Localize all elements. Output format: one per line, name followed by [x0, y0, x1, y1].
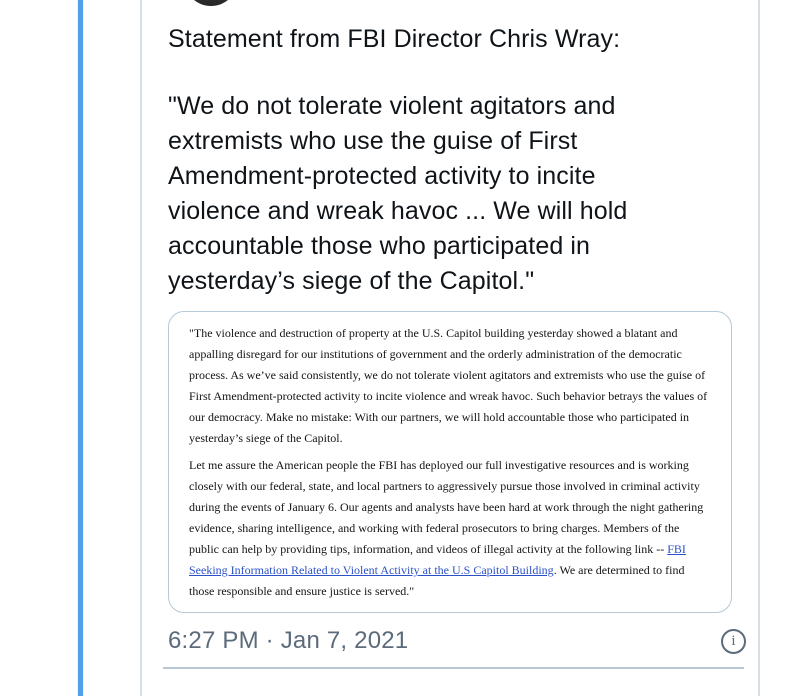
- fbi-tips-link[interactable]: FBI Seeking Information Related to Violent Activity at the U.S Capitol Building: [189, 542, 686, 577]
- tweet-column-right-border: [758, 0, 760, 696]
- tweet-text-quote: "We do not tolerate violent agitators and extremists who use the guise of First Amendment-protected activity to incite violence and wreak havoc ... We will hold accountable those who participated in yesterday’s siege of the Capitol.": [168, 92, 628, 295]
- statement-paragraph-2-tail: . We are determined to find those responsible and ensure justice is served.": [189, 563, 685, 598]
- tweet-meta-row: [168, 627, 746, 655]
- statement-paragraph-2-lead: Let me assure the American people the FBI has deployed our full investigative resources and is working closely with our federal, state, and local partners to aggressively pursue those involved in criminal activity during the events of January 6. Our agents and analysts have been hard at work through the night gathering evidence, sharing intelligence, and working with federal prosecutors to bring charges. Members of the public can help by providing tips, information, and videos of illegal activity at the following link --: [189, 458, 704, 556]
- tweet-body: [168, 0, 734, 669]
- info-icon[interactable]: i: [721, 629, 746, 654]
- statement-paragraph-2: [189, 455, 711, 602]
- tweet-text-heading: Statement from FBI Director Chris Wray:: [168, 25, 621, 53]
- tweet-divider: [163, 667, 744, 669]
- statement-paragraph-1: "The violence and destruction of property at the U.S. Capitol building yesterday showed a blatant and appalling disregard for our institutions of government and the orderly administration of the democratic process. As we’ve said consistently, we do not tolerate violent agitators and extremists who use the guise of First Amendment-protected activity to incite violence and wreak havoc. Such behavior betrays the values of our democracy. Make no mistake: With our partners, we will hold accountable those who participated in yesterday’s siege of the Capitol.: [189, 326, 708, 445]
- tweet-timestamp[interactable]: 6:27 PM · Jan 7, 2021: [168, 627, 409, 654]
- statement-card[interactable]: [168, 311, 732, 613]
- tweet-column-left-border: [140, 0, 142, 696]
- left-accent-bar: [78, 0, 83, 696]
